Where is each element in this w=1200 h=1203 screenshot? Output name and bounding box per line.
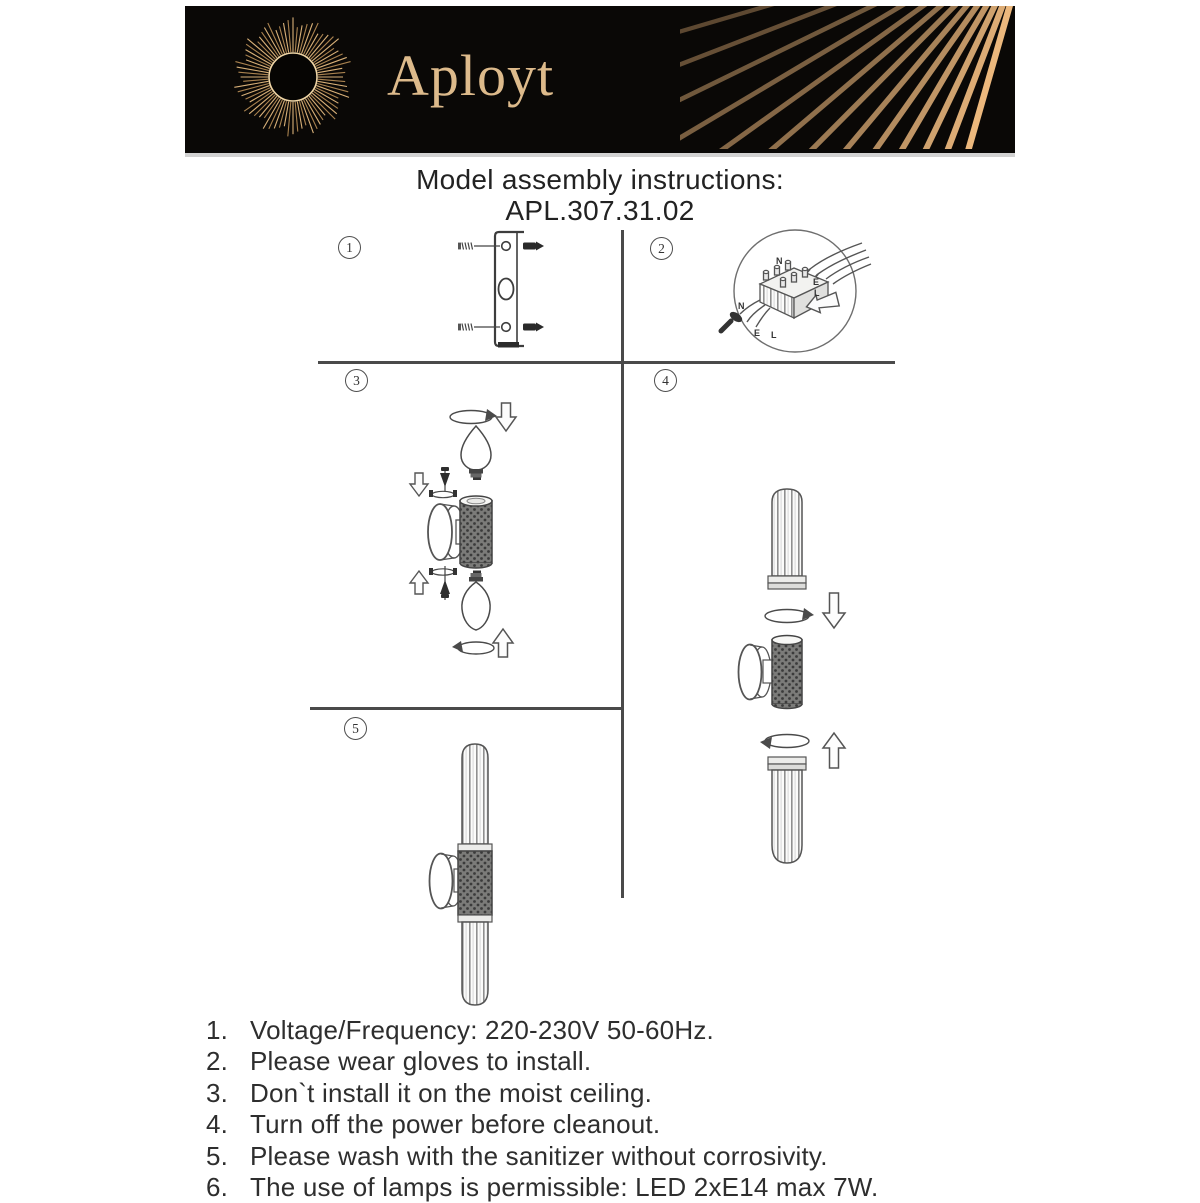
item-number: 6. <box>206 1172 229 1203</box>
glass-shade <box>768 489 806 589</box>
up-arrow-icon <box>493 629 513 657</box>
item-number: 1. <box>206 1015 229 1045</box>
down-arrow-icon <box>823 593 845 628</box>
svg-text:L: L <box>814 288 820 298</box>
step2-diagram-wiring <box>620 228 890 362</box>
rotate-arrow-icon <box>760 735 809 750</box>
brand-banner <box>185 6 1015 157</box>
rotate-arrow-icon <box>452 641 494 654</box>
page-title: Model assembly instructions: <box>416 164 784 195</box>
list-item <box>206 1046 878 1077</box>
screw-icon <box>458 243 500 331</box>
decorative-rays-icon <box>680 6 1015 149</box>
list-item <box>206 1109 878 1140</box>
svg-text:N: N <box>776 256 783 266</box>
rotate-arrow-icon <box>450 409 497 424</box>
down-arrow-icon <box>410 473 428 496</box>
step-5-marker: 5 <box>344 717 367 740</box>
item-text: Please wear gloves to install. <box>250 1046 592 1077</box>
wall-mount-ring <box>739 645 774 700</box>
item-text: Don`t install it on the moist ceiling. <box>250 1077 653 1108</box>
step4-diagram-shade-installation <box>622 365 890 900</box>
step-2-marker: 2 <box>650 237 673 260</box>
glass-shade <box>462 922 488 1005</box>
title-block <box>0 164 1200 226</box>
item-text: The use of lamps is permissible: LED 2xE14 max 7W. <box>250 1172 879 1203</box>
item-text: Turn off the power before cleanout. <box>250 1109 661 1140</box>
svg-text:E: E <box>754 328 761 338</box>
step3-diagram-bulb-installation <box>330 365 622 705</box>
step-1-marker: 1 <box>338 236 361 259</box>
svg-text:E: E <box>813 277 820 287</box>
up-arrow-icon <box>823 733 845 768</box>
svg-text:L: L <box>771 330 777 340</box>
item-text: Voltage/Frequency: 220-230V 50-60Hz. <box>250 1015 714 1045</box>
list-item <box>206 1141 878 1172</box>
starburst-logo-icon <box>185 6 401 149</box>
rotate-arrow-icon <box>765 608 814 623</box>
brand-name: Aployt <box>387 43 555 108</box>
step5-diagram-assembled-lamp <box>330 703 622 1035</box>
wall-anchor-icon <box>523 242 544 332</box>
item-number: 5. <box>206 1140 229 1171</box>
glass-shade <box>462 744 488 844</box>
step-4-marker: 4 <box>654 369 677 392</box>
list-item <box>206 1015 878 1046</box>
list-item <box>206 1078 878 1109</box>
list-item <box>206 1172 878 1203</box>
up-arrow-icon <box>410 571 428 594</box>
item-number: 2. <box>206 1046 229 1077</box>
item-number: 3. <box>206 1077 229 1108</box>
finial-screw-icon <box>429 566 457 600</box>
finial-screw-icon <box>429 467 457 498</box>
body-collar <box>458 844 492 851</box>
cable <box>721 321 731 331</box>
instruction-list <box>206 1015 878 1203</box>
item-number: 4. <box>206 1109 229 1140</box>
lamp-body <box>458 851 492 915</box>
lamp-body <box>772 636 802 709</box>
item-text: Please wash with the sanitizer without corrosivity. <box>250 1140 828 1171</box>
step-3-marker: 3 <box>345 369 368 392</box>
bulb-icon <box>461 426 491 480</box>
lamp-body <box>460 496 492 568</box>
body-collar <box>458 915 492 922</box>
model-number: APL.307.31.02 <box>505 195 695 226</box>
down-arrow-icon <box>496 403 516 431</box>
mounting-plate <box>495 232 524 346</box>
step1-diagram-mounting-bracket <box>330 228 620 362</box>
bracket-foot <box>498 342 519 348</box>
glass-shade <box>768 757 806 863</box>
bulb-icon <box>462 571 490 631</box>
svg-text:N: N <box>738 301 745 311</box>
